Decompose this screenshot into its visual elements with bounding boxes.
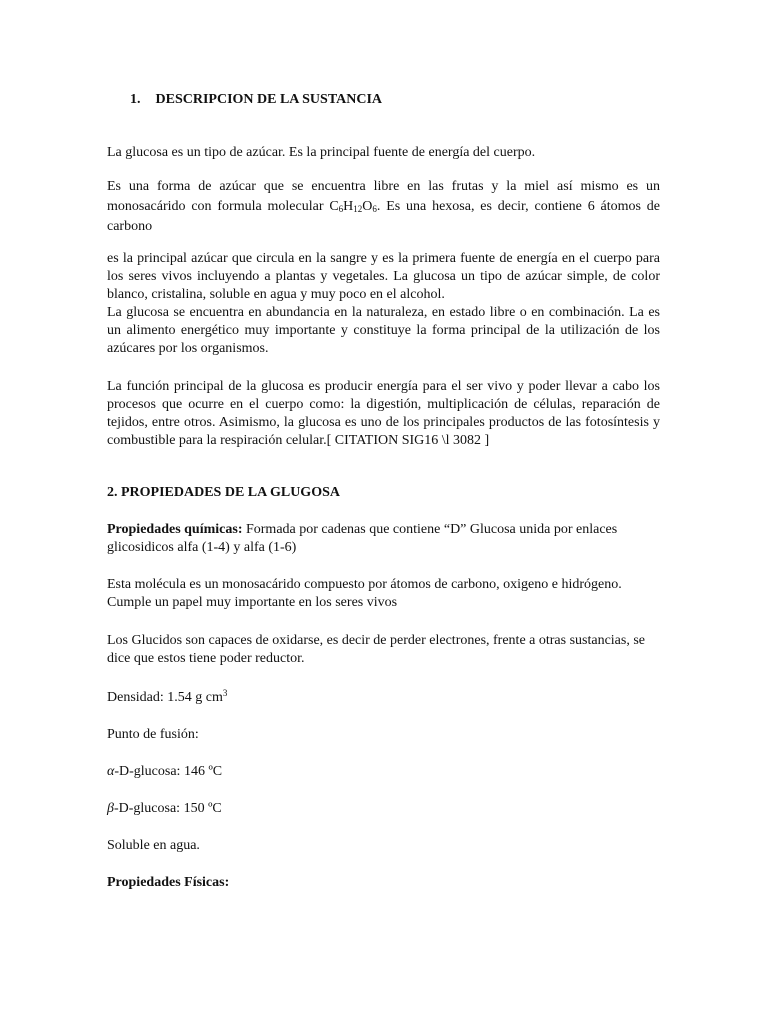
- formula-c: C: [329, 199, 339, 214]
- paragraph-molecule: Esta molécula es un monosacárido compuesto por átomos de carbono, oxigeno e hidrógeno. Cumple un papel muy importante en los seres vivos: [107, 577, 622, 610]
- paragraph-description-line-2: La glucosa se encuentra en abundancia en la naturaleza, en estado libre o en combinación. La es un alimento energético muy importante y constituye la forma principal de la utilización de los azúcares por los organismos.: [107, 305, 660, 356]
- soluble-line: Soluble en agua.: [107, 838, 200, 853]
- formula-text-before: Es una forma de azúcar que se encuentra libre en las frutas y la miel así mismo es un monosacárido con formula molecular: [107, 179, 660, 214]
- formula-h-sub: 12: [353, 204, 363, 214]
- formula-h: H: [343, 199, 354, 214]
- beta-symbol: β: [107, 801, 114, 816]
- paragraph-chemical-properties: [107, 521, 660, 557]
- molecular-formula: [329, 199, 377, 214]
- density-line: [107, 689, 660, 707]
- melting-point-label: Punto de fusión:: [107, 727, 199, 742]
- section-2-heading: 2. PROPIEDADES DE LA GLUGOSA: [107, 485, 340, 500]
- beta-glucose-line: [107, 800, 660, 818]
- alpha-glucose-line: [107, 763, 660, 781]
- paragraph-intro: La glucosa es un tipo de azúcar. Es la principal fuente de energía del cuerpo.: [107, 145, 536, 160]
- formula-o: O: [362, 199, 373, 214]
- density-sup: 3: [222, 688, 228, 698]
- physical-properties-label: Propiedades Físicas:: [107, 875, 230, 890]
- paragraph-oxidation: Los Glucidos son capaces de oxidarse, es decir de perder electrones, frente a otras sustancias, se dice que estos tiene poder reductor.: [107, 633, 646, 666]
- paragraph-formula: [107, 177, 660, 237]
- paragraph-description: [107, 250, 660, 358]
- density-text: Densidad: 1.54 g cm: [107, 690, 223, 705]
- section-1-title: DESCRIPCION DE LA SUSTANCIA: [155, 92, 383, 107]
- section-1-heading: [130, 92, 382, 108]
- formula-c-sub: 6: [338, 204, 344, 214]
- section-1-number: 1.: [130, 92, 141, 107]
- chemical-properties-label: Propiedades químicas:: [107, 522, 243, 537]
- paragraph-description-line-1: es la principal azúcar que circula en la sangre y es la primera fuente de energía en el cuerpo para los seres vivos incluyendo a plantas y vegetales. La glucosa un tipo de azúcar simple, de color blanco, cristalina, soluble en agua y muy poco en el alcohol.: [107, 251, 660, 302]
- alpha-glucose-text: -D-glucosa: 146 ºC: [114, 764, 223, 779]
- beta-glucose-text: -D-glucosa: 150 ºC: [113, 801, 222, 816]
- chemical-properties-text: Formada por cadenas que contiene “D” Glucosa unida por enlaces glicosidicos alfa (1-4) y alfa (1-6): [107, 522, 618, 555]
- alpha-symbol: α: [107, 764, 115, 779]
- formula-text-after: . Es una hexosa, es decir, contiene 6 átomos de carbono: [107, 199, 660, 234]
- paragraph-function: La función principal de la glucosa es producir energía para el ser vivo y poder llevar a cabo los procesos que ocurre en el cuerpo como: la digestión, multiplicación de células, reparación de tejidos, entre otros. Asimismo, la glucosa es uno de los principales productos de las fotosíntesis y combustible para la respiración celular.[ CITATION SIG16 \l 3082 ]: [107, 379, 660, 448]
- formula-o-sub: 6: [372, 204, 377, 214]
